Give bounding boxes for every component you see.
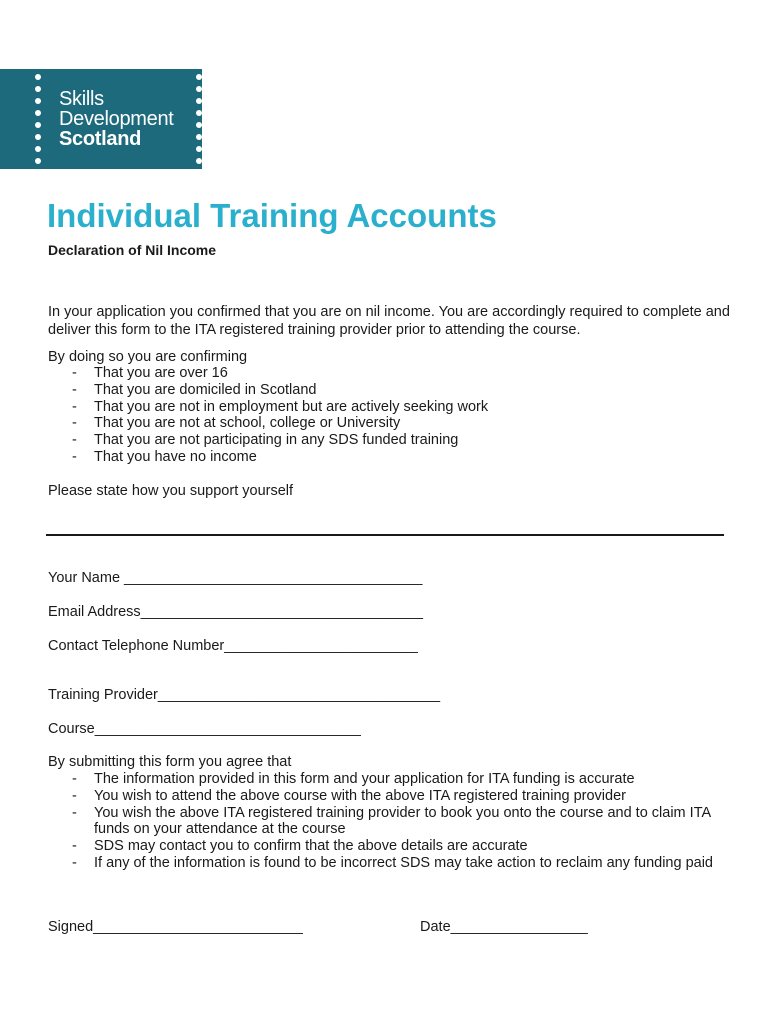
logo-line-scotland: Scotland [59,128,142,150]
confirm-item: - That you have no income [48,449,734,466]
name-field[interactable]: Your Name _____________________________________ [48,570,423,586]
page-subtitle: Declaration of Nil Income [48,242,217,258]
support-prompt: Please state how you support yourself [48,483,294,499]
logo-dot [35,122,41,128]
email-field[interactable]: Email Address___________________________________ [48,604,423,620]
agree-heading: By submitting this form you agree that [48,754,292,770]
agree-item: - The information provided in this form and your application for ITA funding is accurate [48,771,724,788]
agree-item: - If any of the information is found to be incorrect SDS may take action to reclaim any funding paid [48,855,724,872]
confirm-heading: By doing so you are confirming [48,349,248,365]
confirm-item: - That you are not in employment but are actively seeking work [48,399,734,416]
logo-line-skills: Skills [59,88,104,110]
confirm-item: - That you are not at school, college or University [48,415,734,432]
agree-item: - You wish to attend the above course with the above ITA registered training provider [48,788,724,805]
logo-dot [196,110,202,116]
logo-dot [35,134,41,140]
logo-dot [196,98,202,104]
agree-item: - You wish the above ITA registered training provider to book you onto the course and to claim ITA funds on your attendance at the course [48,805,724,839]
course-field[interactable]: Course_________________________________ [48,721,361,737]
confirm-item: - That you are over 16 [48,365,734,382]
training-provider-field[interactable]: Training Provider___________________________________ [48,687,441,703]
phone-field[interactable]: Contact Telephone Number________________________ [48,638,418,654]
signature-field[interactable]: Signed__________________________ [48,919,303,935]
logo-dot [35,74,41,80]
sds-logo [0,69,202,169]
logo-dot [35,158,41,164]
logo-dot [196,146,202,152]
date-field[interactable]: Date_________________ [420,919,588,935]
logo-dot [196,134,202,140]
page-title: Individual Training Accounts [47,197,497,234]
intro-paragraph: In your application you confirmed that you are on nil income. You are accordingly required to complete and deliver this form to the ITA registered training provider prior to attending the course. [48,304,730,338]
logo-dot [196,158,202,164]
logo-dot [35,110,41,116]
logo-dot [35,98,41,104]
confirm-item: - That you are domiciled in Scotland [48,382,734,399]
confirm-list [48,365,734,466]
confirm-item: - That you are not participating in any SDS funded training [48,432,734,449]
logo-dot [35,146,41,152]
agree-item: - SDS may contact you to confirm that the above details are accurate [48,838,724,855]
logo-dot [196,74,202,80]
logo-dot [35,86,41,92]
support-answer-line[interactable] [46,534,724,536]
agree-list [48,771,724,872]
logo-wordmark [59,89,174,149]
logo-line-development: Development [59,108,174,130]
logo-dot [196,86,202,92]
logo-dot [196,122,202,128]
